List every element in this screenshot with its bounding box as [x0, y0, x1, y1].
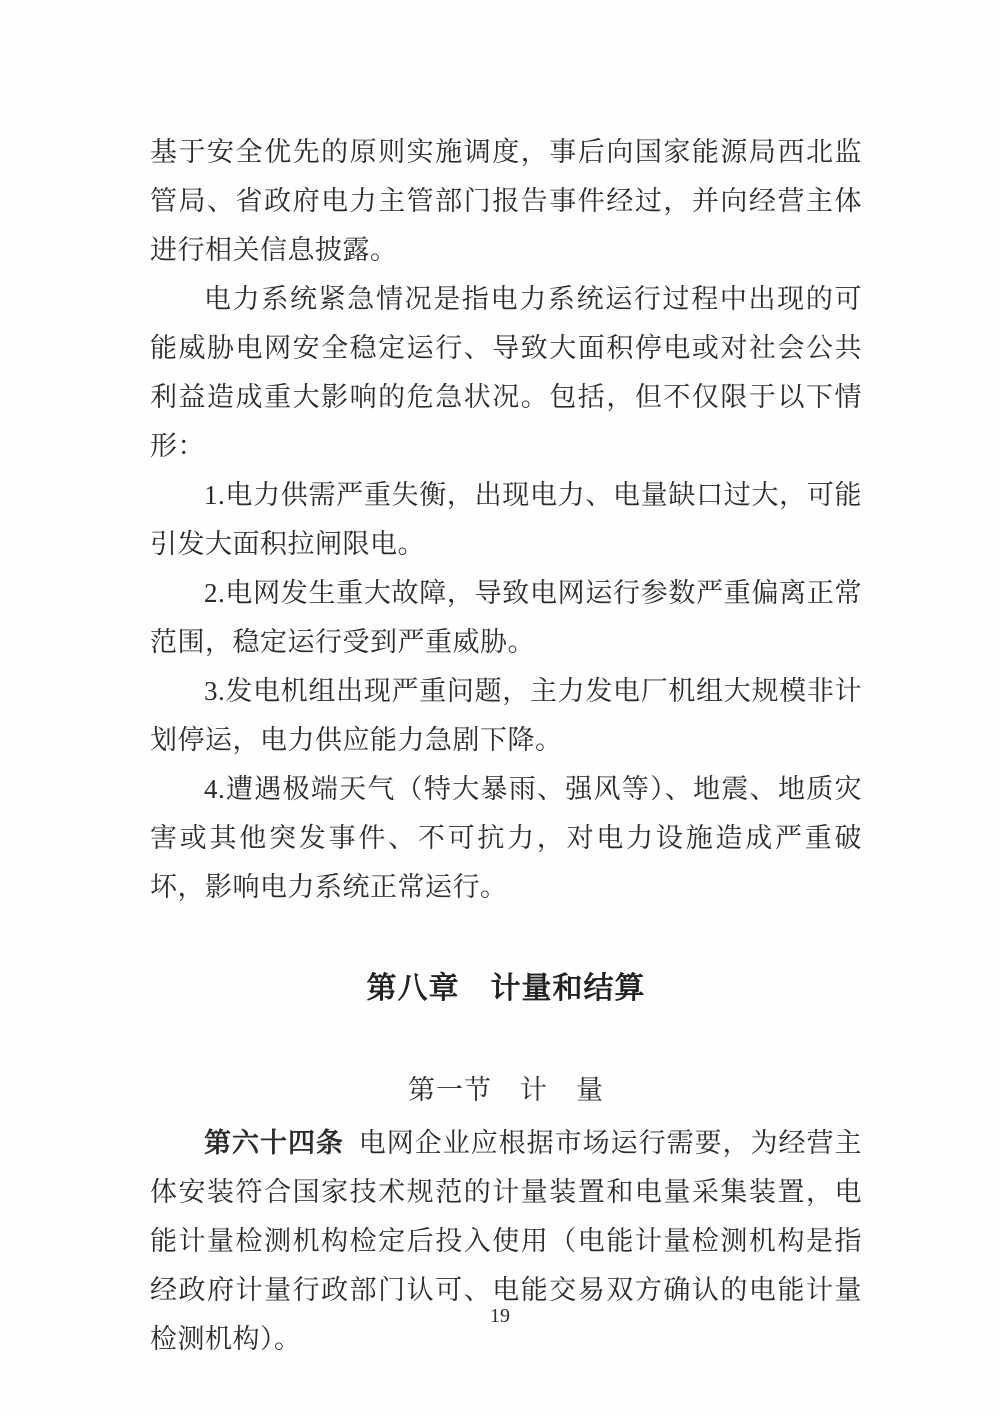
list-item-2: 2.电网发生重大故障，导致电网运行参数严重偏离正常范围，稳定运行受到严重威胁。 [150, 578, 862, 657]
list-item-4: 4.遭遇极端天气（特大暴雨、强风等）、地震、地质灾害或其他突发事件、不可抗力，对电力设施造成严重破坏，影响电力系统正常运行。 [150, 774, 862, 902]
list-item-1: 1.电力供需严重失衡，出现电力、电量缺口过大，可能引发大面积拉闸限电。 [150, 480, 862, 559]
list-item-3: 3.发电机组出现严重问题，主力发电厂机组大规模非计划停运，电力供应能力急剧下降。 [150, 676, 862, 755]
section-heading: 第一节 计 量 [408, 1075, 604, 1105]
page-number: 19 [490, 1305, 510, 1327]
chapter-heading: 第八章 计量和结算 [366, 972, 646, 1005]
paragraph-continuation: 基于安全优先的原则实施调度，事后向国家能源局西北监管局、省政府电力主管部门报告事件经过，并向经营主体进行相关信息披露。 [150, 137, 862, 265]
article-text: 电网企业应根据市场运行需要，为经营主体安装符合国家技术规范的计量装置和电量采集装置，电能计量检测机构检定后投入使用（电能计量检测机构是指经政府计量行政部门认可、电能交易双方确认的电能计量检测机构）。 [150, 1128, 862, 1354]
paragraph-emergency-definition: 电力系统紧急情况是指电力系统运行过程中出现的可能威胁电网安全稳定运行、导致大面积停电或对社会公共利益造成重大影响的危急状况。包括，但不仅限于以下情形： [150, 284, 862, 461]
article-number-label: 第六十四条 [204, 1128, 344, 1158]
